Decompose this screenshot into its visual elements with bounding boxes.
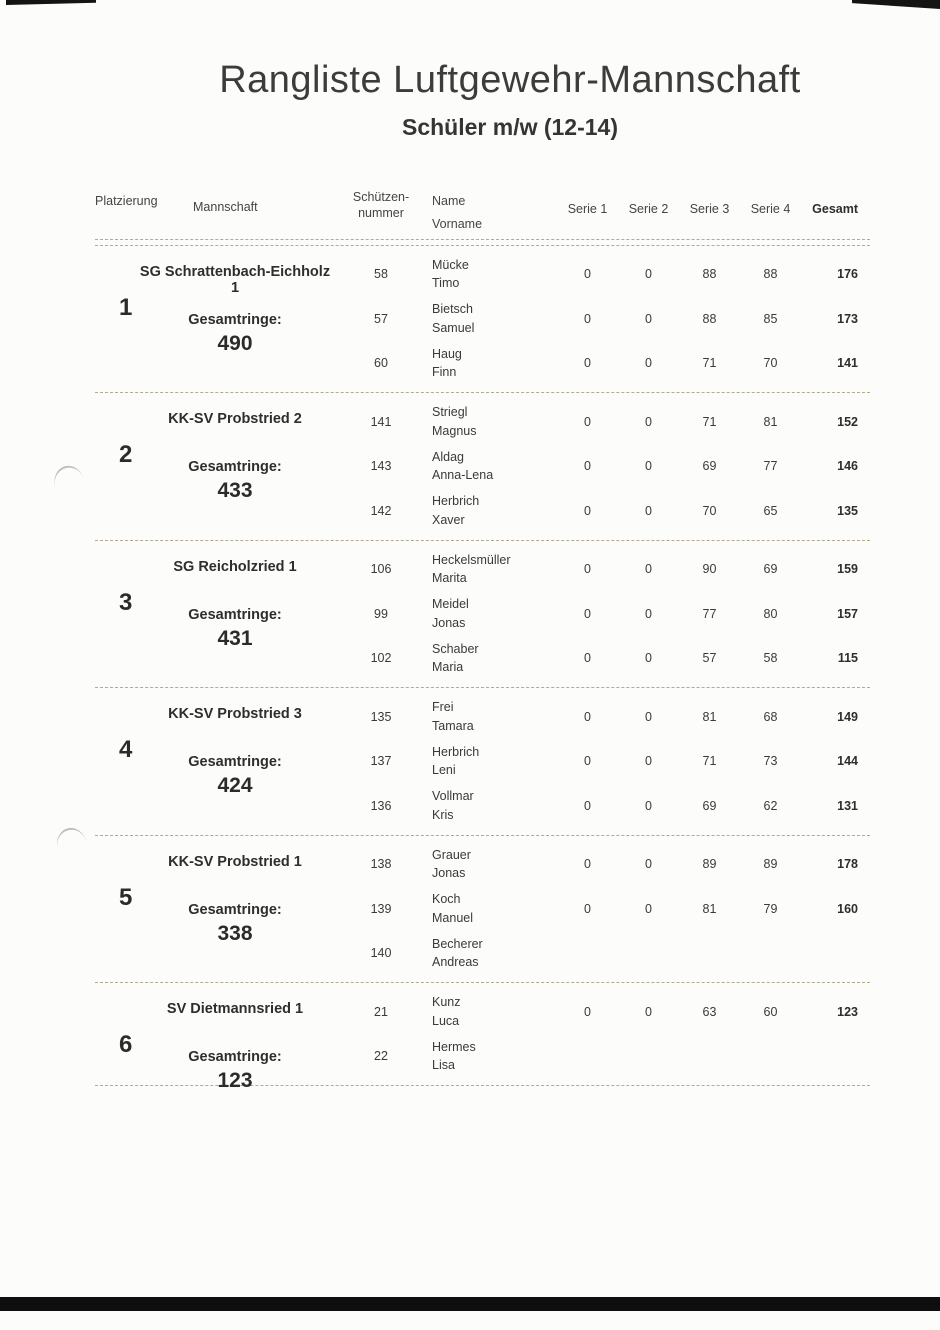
serie-4-value: 65	[763, 503, 778, 518]
serie-4-value: 77	[763, 459, 778, 474]
header-name-vorname	[412, 190, 557, 236]
shooter-name	[412, 640, 557, 677]
shooter-number: 99	[374, 606, 388, 621]
serie-1-value: 0	[584, 709, 591, 724]
shooter-lastname: Striegl	[432, 405, 468, 420]
shooter-row	[350, 989, 870, 1034]
team-name: KK-SV Probstried 1	[168, 853, 302, 870]
scan-edge-artifact	[6, 0, 96, 5]
team-block	[95, 983, 870, 1093]
shooter-name	[412, 1038, 557, 1075]
serie-2-value: 0	[645, 562, 652, 577]
serie-1-value: 0	[584, 414, 591, 429]
shooter-lastname: Herbrich	[432, 744, 480, 759]
gesamt-value: 176	[837, 267, 858, 282]
shooter-rows	[350, 989, 870, 1078]
team-name: SG Reicholzried 1	[173, 558, 297, 575]
shooter-lastname: Mücke	[432, 257, 469, 272]
serie-1-value: 0	[584, 901, 591, 916]
serie-3-value: 90	[702, 562, 717, 577]
shooter-firstname: Maria	[432, 660, 464, 675]
shooter-name	[412, 698, 557, 735]
teams-container	[95, 246, 870, 1093]
shooter-firstname: Andreas	[432, 955, 479, 970]
gesamt-value: 115	[837, 651, 858, 666]
serie-2-value: 0	[645, 651, 652, 666]
shooter-row	[350, 694, 870, 739]
serie-3-value: 63	[702, 1004, 717, 1019]
gesamt-value: 141	[837, 356, 858, 371]
shooter-lastname: Frei	[432, 700, 454, 715]
header-separator	[95, 239, 870, 246]
gesamt-value: 157	[837, 606, 858, 621]
serie-3-value: 71	[702, 356, 717, 371]
team-info	[95, 842, 350, 976]
serie-3-value: 69	[702, 798, 717, 813]
team-name: KK-SV Probstried 3	[168, 706, 302, 723]
team-rank: 5	[119, 883, 133, 911]
shooter-firstname: Timo	[432, 276, 460, 291]
serie-3-value: 88	[702, 311, 717, 326]
serie-3-value: 70	[702, 503, 717, 518]
team-name: KK-SV Probstried 2	[168, 411, 302, 428]
shooter-name	[412, 993, 557, 1030]
serie-2-value: 0	[645, 798, 652, 813]
gesamtringe-label: Gesamtringe:	[188, 754, 282, 771]
serie-2-value: 0	[645, 414, 652, 429]
shooter-row	[350, 739, 870, 784]
shooter-firstname: Anna-Lena	[432, 468, 494, 483]
serie-2-value: 0	[645, 356, 652, 371]
shooter-firstname: Luca	[432, 1013, 460, 1028]
header-name-line1: Name	[432, 193, 466, 208]
serie-4-value: 80	[763, 606, 778, 621]
serie-3-value: 71	[702, 414, 717, 429]
serie-3-value: 81	[702, 709, 717, 724]
shooter-number: 58	[374, 267, 388, 282]
serie-1-value: 0	[584, 356, 591, 371]
shooter-firstname: Tamara	[432, 718, 474, 733]
shooter-firstname: Marita	[432, 571, 467, 586]
serie-1-value: 0	[584, 754, 591, 769]
scan-mark-artifact	[50, 462, 84, 488]
shooter-firstname: Samuel	[432, 320, 475, 335]
shooter-lastname: Koch	[432, 892, 461, 907]
shooter-number: 142	[370, 503, 392, 518]
shooter-name	[412, 787, 557, 824]
shooter-number: 139	[370, 901, 392, 916]
shooter-row	[350, 842, 870, 887]
serie-3-value: 77	[702, 606, 717, 621]
shooter-firstname: Leni	[432, 763, 456, 778]
shooter-lastname: Grauer	[432, 847, 471, 862]
team-block	[95, 836, 870, 984]
gesamt-value: 160	[837, 901, 858, 916]
shooter-number: 143	[370, 459, 392, 474]
shooter-rows	[350, 694, 870, 828]
serie-1-value: 0	[584, 267, 591, 282]
gesamt-value: 173	[837, 311, 858, 326]
shooter-number: 140	[370, 946, 392, 961]
team-rank: 6	[119, 1031, 133, 1059]
shooter-number: 137	[370, 754, 392, 769]
shooter-lastname: Becherer	[432, 936, 483, 951]
shooter-number: 106	[370, 562, 392, 577]
scan-edge-artifact	[852, 0, 940, 9]
team-info	[95, 694, 350, 828]
serie-3-value: 81	[702, 901, 717, 916]
serie-2-value: 0	[645, 503, 652, 518]
shooter-firstname: Manuel	[432, 910, 473, 925]
shooter-lastname: Herbrich	[432, 494, 480, 509]
serie-2-value: 0	[645, 857, 652, 872]
shooter-name	[412, 595, 557, 632]
shooter-row	[350, 488, 870, 533]
serie-4-value: 58	[763, 651, 778, 666]
shooter-name	[412, 935, 557, 972]
shooter-firstname: Lisa	[432, 1058, 455, 1073]
team-rank: 1	[119, 293, 133, 321]
gesamt-value: 159	[837, 562, 858, 577]
serie-4-value: 62	[763, 798, 778, 813]
gesamtringe-value: 424	[217, 774, 253, 798]
page-subtitle: Schüler m/w (12-14)	[401, 113, 619, 140]
header-schuetzennummer-line1: Schützen-	[352, 189, 410, 204]
gesamtringe-value: 123	[217, 1069, 253, 1093]
shooter-row	[350, 591, 870, 636]
shooter-lastname: Kunz	[432, 995, 461, 1010]
serie-4-value: 81	[763, 414, 778, 429]
serie-1-value: 0	[584, 459, 591, 474]
shooter-number: 141	[370, 414, 392, 429]
shooter-number: 138	[370, 857, 392, 872]
shooter-name	[412, 846, 557, 883]
shooter-row	[350, 636, 870, 681]
shooter-name	[412, 551, 557, 588]
shooter-row	[350, 252, 870, 297]
shooter-name	[412, 492, 557, 529]
gesamt-value: 178	[837, 857, 858, 872]
shooter-number: 57	[374, 311, 388, 326]
header-schuetzennummer	[350, 189, 412, 221]
serie-2-value: 0	[645, 754, 652, 769]
serie-4-value: 89	[763, 857, 778, 872]
team-name: SV Dietmannsried 1	[166, 1001, 304, 1018]
serie-1-value: 0	[584, 857, 591, 872]
serie-4-value: 69	[763, 562, 778, 577]
header-name-line2: Vorname	[432, 216, 483, 231]
shooter-lastname: Meidel	[432, 597, 469, 612]
shooter-number: 135	[370, 709, 392, 724]
shooter-row	[350, 547, 870, 592]
team-info	[95, 399, 350, 533]
header-serie-2: Serie 2	[628, 201, 669, 216]
shooter-row	[350, 341, 870, 386]
serie-3-value: 69	[702, 459, 717, 474]
gesamt-value: 146	[837, 459, 858, 474]
shooter-row	[350, 296, 870, 341]
shooter-row	[350, 399, 870, 444]
serie-3-value: 71	[702, 754, 717, 769]
shooter-number: 22	[374, 1049, 388, 1064]
team-info	[95, 252, 350, 386]
shooter-name	[412, 403, 557, 440]
shooter-firstname: Kris	[432, 807, 454, 822]
gesamt-value: 152	[837, 414, 858, 429]
serie-3-value: 89	[702, 857, 717, 872]
shooter-name	[412, 743, 557, 780]
shooter-lastname: Haug	[432, 346, 462, 361]
shooter-number: 21	[374, 1004, 388, 1019]
gesamtringe-value: 433	[217, 479, 253, 503]
serie-3-value: 57	[702, 651, 717, 666]
team-block	[95, 541, 870, 689]
shooter-row	[350, 444, 870, 489]
gesamtringe-label: Gesamtringe:	[188, 311, 282, 328]
shooter-number: 60	[374, 356, 388, 371]
shooter-lastname: Heckelsmüller	[432, 552, 511, 567]
shooter-firstname: Xaver	[432, 512, 465, 527]
gesamt-value: 131	[837, 798, 858, 813]
team-rank: 3	[119, 588, 133, 616]
team-block	[95, 393, 870, 541]
team-name: SG Schrattenbach-Eichholz 1	[139, 263, 331, 296]
serie-4-value: 79	[763, 901, 778, 916]
table-header	[95, 187, 870, 239]
serie-4-value: 70	[763, 356, 778, 371]
serie-1-value: 0	[584, 651, 591, 666]
ranking-table	[95, 187, 870, 1093]
gesamtringe-value: 490	[217, 331, 253, 355]
gesamt-value: 149	[837, 709, 858, 724]
header-mannschaft: Mannschaft	[193, 199, 258, 214]
shooter-number: 102	[370, 651, 392, 666]
team-info	[95, 989, 350, 1093]
shooter-lastname: Hermes	[432, 1039, 476, 1054]
scan-mark-artifact	[53, 825, 86, 850]
header-serie-3: Serie 3	[689, 201, 730, 216]
serie-2-value: 0	[645, 267, 652, 282]
shooter-firstname: Magnus	[432, 423, 477, 438]
shooter-row	[350, 931, 870, 976]
gesamt-value: 123	[837, 1004, 858, 1019]
shooter-row	[350, 783, 870, 828]
shooter-number: 136	[370, 798, 392, 813]
team-block	[95, 688, 870, 836]
shooter-rows	[350, 842, 870, 976]
gesamt-value: 144	[837, 754, 858, 769]
gesamtringe-label: Gesamtringe:	[188, 901, 282, 918]
shooter-rows	[350, 252, 870, 386]
page-title: Rangliste Luftgewehr-Mannschaft	[219, 59, 801, 101]
shooter-name	[412, 345, 557, 382]
serie-4-value: 60	[763, 1004, 778, 1019]
serie-2-value: 0	[645, 901, 652, 916]
serie-2-value: 0	[645, 311, 652, 326]
serie-4-value: 85	[763, 311, 778, 326]
serie-2-value: 0	[645, 606, 652, 621]
serie-1-value: 0	[584, 606, 591, 621]
shooter-firstname: Finn	[432, 365, 457, 380]
serie-2-value: 0	[645, 1004, 652, 1019]
gesamtringe-label: Gesamtringe:	[188, 1049, 282, 1066]
shooter-name	[412, 890, 557, 927]
gesamt-value: 135	[837, 503, 858, 518]
team-info	[95, 547, 350, 681]
team-rank: 4	[119, 736, 133, 764]
team-block	[95, 246, 870, 394]
shooter-rows	[350, 399, 870, 533]
serie-2-value: 0	[645, 709, 652, 724]
header-serie-4: Serie 4	[750, 201, 791, 216]
serie-2-value: 0	[645, 459, 652, 474]
serie-1-value: 0	[584, 503, 591, 518]
shooter-row	[350, 886, 870, 931]
serie-4-value: 88	[763, 267, 778, 282]
header-serie-1: Serie 1	[567, 201, 608, 216]
gesamtringe-label: Gesamtringe:	[188, 459, 282, 476]
serie-4-value: 73	[763, 754, 778, 769]
shooter-name	[412, 256, 557, 293]
scan-edge-artifact	[0, 1297, 940, 1311]
shooter-firstname: Jonas	[432, 615, 466, 630]
serie-1-value: 0	[584, 562, 591, 577]
gesamtringe-label: Gesamtringe:	[188, 606, 282, 623]
gesamtringe-value: 431	[217, 626, 253, 650]
serie-3-value: 88	[702, 267, 717, 282]
serie-1-value: 0	[584, 311, 591, 326]
serie-4-value: 68	[763, 709, 778, 724]
header-schuetzennummer-line2: nummer	[358, 205, 404, 220]
shooter-row	[350, 1034, 870, 1079]
header-gesamt: Gesamt	[812, 201, 858, 216]
serie-1-value: 0	[584, 1004, 591, 1019]
gesamtringe-value: 338	[217, 921, 253, 945]
shooter-name	[412, 448, 557, 485]
team-rank: 2	[119, 441, 133, 469]
shooter-lastname: Schaber	[432, 641, 479, 656]
shooter-rows	[350, 547, 870, 681]
shooter-lastname: Vollmar	[432, 789, 474, 804]
serie-1-value: 0	[584, 798, 591, 813]
shooter-lastname: Bietsch	[432, 302, 473, 317]
shooter-lastname: Aldag	[432, 449, 464, 464]
shooter-firstname: Jonas	[432, 866, 466, 881]
shooter-name	[412, 300, 557, 337]
header-platzierung: Platzierung	[95, 193, 158, 208]
